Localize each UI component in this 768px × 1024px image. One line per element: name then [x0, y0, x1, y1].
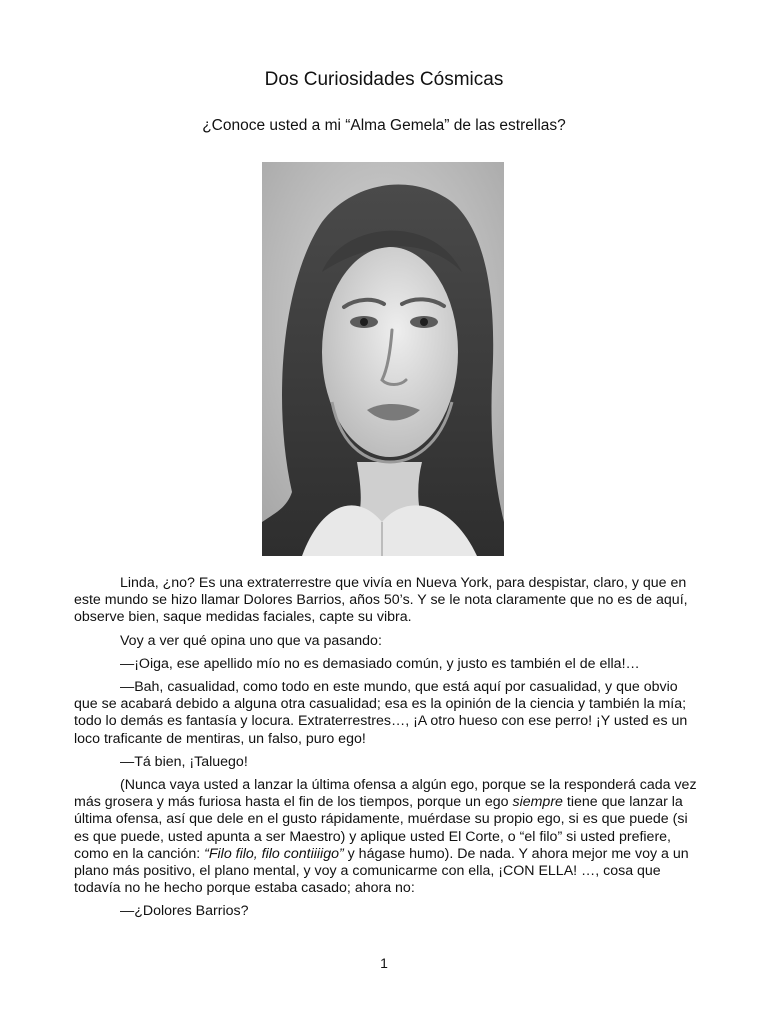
document-subtitle: ¿Conoce usted a mi “Alma Gemela” de las estrellas?: [202, 117, 566, 134]
paragraph-1: Linda, ¿no? Es una extraterrestre que vivía en Nueva York, para despistar, claro, y que en este mundo se hizo llamar Dolores Barrios, años 50’s. Y se le nota claramente que no es de aquí, observe bien, saque medidas faciales, capte su vibra.: [74, 575, 688, 626]
paragraph-3: —¡Oiga, ese apellido mío no es demasiado común, y justo es también el de ella!…: [120, 655, 640, 672]
paragraph-6-emphasis-1: siempre: [512, 794, 563, 811]
portrait-photo-icon: [262, 162, 504, 556]
paragraph-5: —Tá bien, ¡Taluego!: [120, 753, 248, 770]
body-text: [74, 575, 698, 927]
paragraph-6-part-1: (Nunca vaya usted a lanzar la última ofensa a algún ego, porque se la responderá cada vez más grosera y más furiosa hasta el fin de los tiempos, porque un ego: [74, 777, 697, 811]
paragraph-6-part-2: tiene que lanzar la última ofensa, así que dele en el gusto rápidamente, muérdase su propio ego, si es que puede (si es que puede, usted apunta a ser Maestro) y aplique usted El Corte, o “el filo” si usted prefiere, como en la canción:: [74, 794, 688, 862]
paragraph-4: —Bah, casualidad, como todo en este mundo, que está aquí por casualidad, y que obvio que se acabará debido a alguna otra casualidad; esa es la opinión de la ciencia y también la mía; todo lo demás es fantasía y locura. Extraterrestres…, ¡A otro hueso con ese perro! ¡Y usted es un loco traficante de mentiras, un falso, puro ego!: [74, 679, 688, 747]
page-number: 1: [380, 955, 388, 971]
portrait-photo: [262, 162, 504, 556]
document-title: Dos Curiosidades Cósmicas: [264, 69, 504, 90]
paragraph-2: Voy a ver qué opina uno que va pasando:: [120, 632, 382, 649]
paragraph-6-emphasis-2: “Filo filo, filo contiiiigo”: [204, 845, 344, 862]
paragraph-7: —¿Dolores Barrios?: [120, 903, 249, 920]
paragraph-6-part-3: y hágase humo). De nada. Y ahora mejor me voy a un plano más positivo, el plano mental, y voy a comunicarme con ella, ¡CON ELLA! …, cosa que todavía no he hecho porque estaba casado; ahora no:: [74, 845, 689, 897]
paragraph-6: [74, 777, 698, 897]
